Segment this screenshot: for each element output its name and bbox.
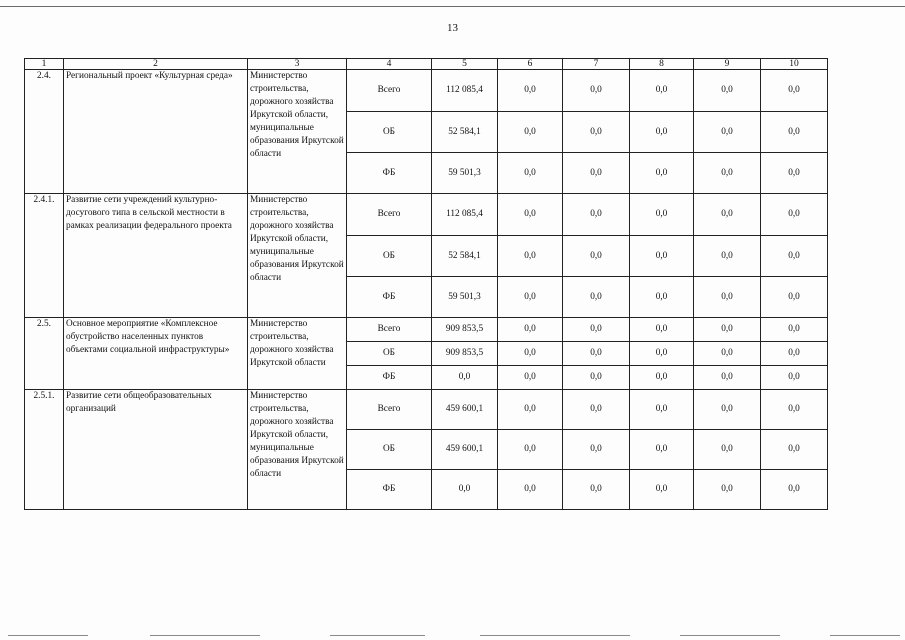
value-cell: 0,0 <box>630 277 694 318</box>
column-header: 5 <box>432 59 498 70</box>
value-cell: 0,0 <box>563 342 630 366</box>
value-cell: 0,0 <box>432 470 498 510</box>
value-cell: 0,0 <box>563 277 630 318</box>
event-name-cell: Развитие сети учреждений культурно-досугового типа в сельской местности в рамках реализации федерального проекта <box>64 194 248 318</box>
value-cell: 112 085,4 <box>432 70 498 112</box>
event-name-cell: Региональный проект «Культурная среда» <box>64 70 248 194</box>
funding-source-cell: ФБ <box>347 153 432 194</box>
value-cell: 0,0 <box>432 366 498 390</box>
value-cell: 0,0 <box>694 470 761 510</box>
value-cell: 0,0 <box>761 430 828 470</box>
bottom-rule <box>8 635 88 636</box>
value-cell: 0,0 <box>498 342 563 366</box>
bottom-rule <box>680 635 780 636</box>
value-cell: 0,0 <box>694 236 761 277</box>
column-header: 9 <box>694 59 761 70</box>
column-header: 6 <box>498 59 563 70</box>
column-number-row <box>25 59 828 70</box>
funding-source-cell: ОБ <box>347 342 432 366</box>
value-cell: 0,0 <box>630 153 694 194</box>
value-cell: 52 584,1 <box>432 236 498 277</box>
value-cell: 0,0 <box>630 236 694 277</box>
funding-source-cell: Всего <box>347 194 432 236</box>
table-row <box>25 70 828 112</box>
budget-table <box>24 58 828 510</box>
event-name-cell: Развитие сети общеобразовательных организаций <box>64 390 248 510</box>
value-cell: 0,0 <box>630 390 694 430</box>
value-cell: 112 085,4 <box>432 194 498 236</box>
row-number-cell: 2.4.1. <box>25 194 64 318</box>
value-cell: 0,0 <box>498 70 563 112</box>
column-header: 2 <box>64 59 248 70</box>
value-cell: 0,0 <box>630 70 694 112</box>
value-cell: 0,0 <box>563 318 630 342</box>
column-header: 7 <box>563 59 630 70</box>
funding-source-cell: ОБ <box>347 430 432 470</box>
value-cell: 0,0 <box>761 366 828 390</box>
value-cell: 0,0 <box>563 70 630 112</box>
funding-source-cell: ФБ <box>347 277 432 318</box>
executor-cell: Министерство строительства, дорожного хозяйства Иркутской области, муниципальные образования Иркутской области <box>248 390 347 510</box>
executor-cell: Министерство строительства, дорожного хозяйства Иркутской области, муниципальные образования Иркутской области <box>248 194 347 318</box>
value-cell: 0,0 <box>498 470 563 510</box>
value-cell: 0,0 <box>630 470 694 510</box>
value-cell: 0,0 <box>498 366 563 390</box>
row-number-cell: 2.4. <box>25 70 64 194</box>
value-cell: 0,0 <box>761 153 828 194</box>
value-cell: 0,0 <box>563 153 630 194</box>
value-cell: 0,0 <box>694 342 761 366</box>
funding-source-cell: ФБ <box>347 366 432 390</box>
value-cell: 0,0 <box>761 390 828 430</box>
value-cell: 0,0 <box>630 318 694 342</box>
funding-source-cell: Всего <box>347 70 432 112</box>
value-cell: 0,0 <box>761 318 828 342</box>
value-cell: 0,0 <box>694 153 761 194</box>
value-cell: 0,0 <box>630 194 694 236</box>
value-cell: 909 853,5 <box>432 342 498 366</box>
value-cell: 0,0 <box>563 430 630 470</box>
value-cell: 0,0 <box>498 112 563 153</box>
value-cell: 0,0 <box>498 430 563 470</box>
value-cell: 0,0 <box>761 112 828 153</box>
bottom-rule <box>330 635 425 636</box>
value-cell: 0,0 <box>694 430 761 470</box>
value-cell: 0,0 <box>563 236 630 277</box>
column-header: 3 <box>248 59 347 70</box>
value-cell: 0,0 <box>630 342 694 366</box>
top-rule <box>0 6 905 7</box>
value-cell: 0,0 <box>694 318 761 342</box>
value-cell: 0,0 <box>498 236 563 277</box>
value-cell: 0,0 <box>694 112 761 153</box>
value-cell: 52 584,1 <box>432 112 498 153</box>
value-cell: 0,0 <box>694 194 761 236</box>
value-cell: 909 853,5 <box>432 318 498 342</box>
funding-source-cell: Всего <box>347 318 432 342</box>
table-row <box>25 318 828 342</box>
bottom-rule <box>150 635 260 636</box>
value-cell: 0,0 <box>694 277 761 318</box>
table-row <box>25 390 828 430</box>
value-cell: 0,0 <box>498 318 563 342</box>
executor-cell: Министерство строительства, дорожного хозяйства Иркутской области, муниципальные образования Иркутской области <box>248 70 347 194</box>
value-cell: 0,0 <box>630 112 694 153</box>
value-cell: 0,0 <box>761 470 828 510</box>
funding-source-cell: ОБ <box>347 112 432 153</box>
executor-cell: Министерство строительства, дорожного хозяйства Иркутской области <box>248 318 347 390</box>
bottom-rule <box>830 635 900 636</box>
value-cell: 0,0 <box>694 70 761 112</box>
value-cell: 0,0 <box>563 112 630 153</box>
value-cell: 0,0 <box>761 277 828 318</box>
value-cell: 0,0 <box>563 470 630 510</box>
value-cell: 0,0 <box>761 342 828 366</box>
value-cell: 0,0 <box>761 70 828 112</box>
row-number-cell: 2.5.1. <box>25 390 64 510</box>
column-header: 1 <box>25 59 64 70</box>
value-cell: 0,0 <box>563 366 630 390</box>
table-body <box>25 70 828 510</box>
funding-source-cell: ФБ <box>347 470 432 510</box>
value-cell: 0,0 <box>694 390 761 430</box>
value-cell: 0,0 <box>498 153 563 194</box>
funding-source-cell: ОБ <box>347 236 432 277</box>
value-cell: 0,0 <box>498 194 563 236</box>
column-header: 8 <box>630 59 694 70</box>
value-cell: 0,0 <box>563 194 630 236</box>
value-cell: 0,0 <box>761 194 828 236</box>
row-number-cell: 2.5. <box>25 318 64 390</box>
value-cell: 0,0 <box>761 236 828 277</box>
value-cell: 0,0 <box>694 366 761 390</box>
event-name-cell: Основное мероприятие «Комплексное обустройство населенных пунктов объектами социальной инфраструктуры» <box>64 318 248 390</box>
value-cell: 0,0 <box>563 390 630 430</box>
value-cell: 0,0 <box>498 390 563 430</box>
table-row <box>25 194 828 236</box>
value-cell: 459 600,1 <box>432 430 498 470</box>
value-cell: 0,0 <box>498 277 563 318</box>
funding-source-cell: Всего <box>347 390 432 430</box>
value-cell: 59 501,3 <box>432 277 498 318</box>
value-cell: 59 501,3 <box>432 153 498 194</box>
column-header: 4 <box>347 59 432 70</box>
bottom-rule <box>480 635 630 636</box>
page-number: 13 <box>447 22 458 34</box>
value-cell: 0,0 <box>630 430 694 470</box>
value-cell: 459 600,1 <box>432 390 498 430</box>
column-header: 10 <box>761 59 828 70</box>
value-cell: 0,0 <box>630 366 694 390</box>
